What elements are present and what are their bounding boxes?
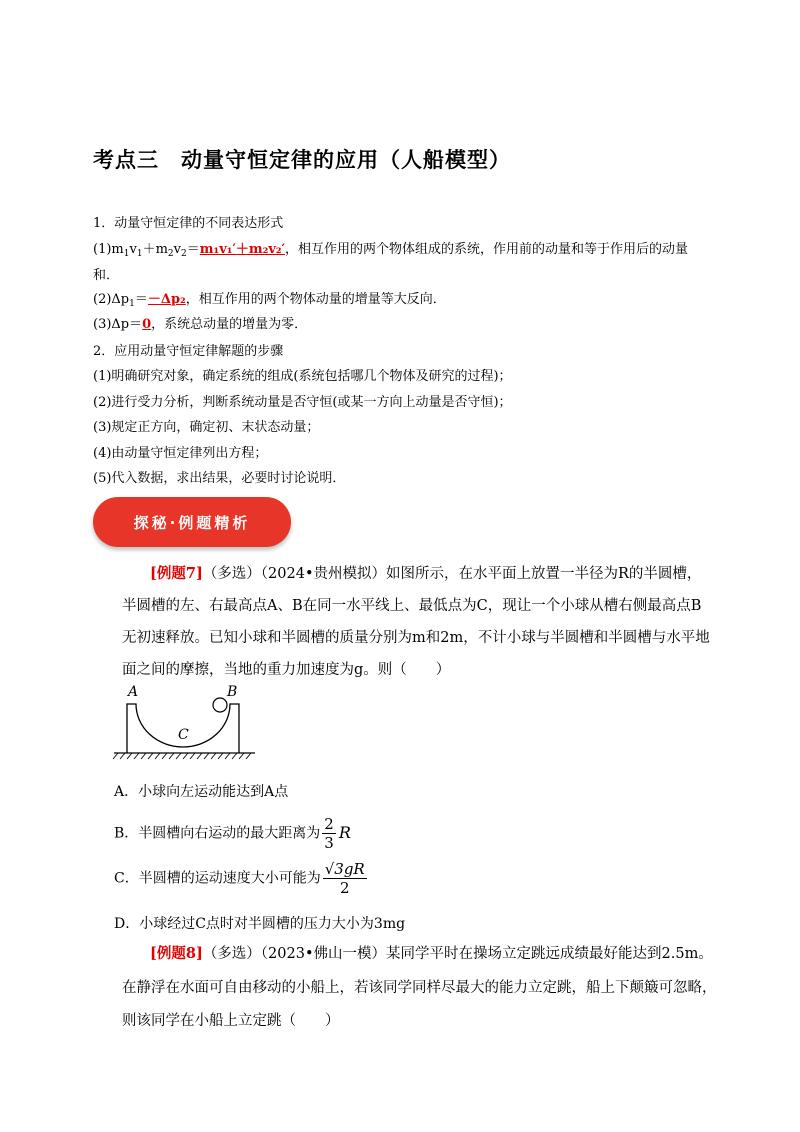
option-a: A．小球向左运动能达到A点: [114, 784, 289, 800]
label-c: C: [178, 727, 189, 743]
label-a: A: [128, 684, 139, 700]
formula-2: $(2)\Delta p_1=-\Delta p_2$，相互作用的两个物体动量的增量等大反向．: [93, 292, 446, 309]
formula-1-answer: m₁v₁′＋m₂v₂′: [199, 242, 285, 257]
example8-line2: 在静浮在水面可自由移动的小船上，若该同学同样尽最大的能力立定跳，船上下颠簸可忽略，: [122, 980, 717, 996]
option-b: B．半圆槽向右运动的最大距离为 $\frac{2}{3}$ R: [114, 815, 351, 852]
example7-tag: [例题7]: [150, 565, 203, 582]
formula-3: (3)Δp＝0，系统总动量的增量为零．: [93, 317, 308, 332]
page-title: 考点三 动量守恒定律的应用（人船模型）: [93, 148, 511, 172]
example8-tag: [例题8]: [150, 945, 203, 962]
formula-1-continued: 和．: [93, 268, 120, 283]
formula-3-answer: 0: [142, 317, 152, 332]
option-d: D．小球经过C点时对半圆槽的压力大小为3mg: [114, 916, 406, 932]
step-5: (5)代入数据，求出结果，必要时讨论说明．: [93, 471, 346, 486]
step-4: (4)由动量守恒定律列出方程；: [93, 446, 268, 461]
label-b: B: [227, 684, 238, 700]
step-1: (1)明确研究对象，确定系统的组成(系统包括哪几个物体及研究的过程)；: [93, 369, 512, 384]
section2-heading: 2．应用动量守恒定律解题的步骤: [93, 344, 284, 359]
fraction-two-thirds: $\frac{2}{3}$: [324, 815, 334, 852]
option-c: C．半圆槽的运动速度大小可能为 $\frac{√3gR}{2}$: [114, 860, 365, 897]
example-banner: 探秘·例题精析: [93, 497, 291, 547]
example7-line4: 面之间的摩擦，当地的重力加速度为g。则（ ）: [122, 662, 451, 678]
example8-line1: [例题8]（多选）（2023•佛山一模）某同学平时在操场立定跳远成绩最好能达到2.5m。: [150, 945, 713, 962]
fraction-sqrt-3gr: $\frac{√3gR}{2}$: [324, 860, 365, 897]
half-groove-diagram: [112, 682, 257, 760]
formula-1: $(1)m_1v_1+m_2v_2=m_1v_1'+m_2v_2'$，相互作用的两个物体组成的系统，作用前的动量和等于作用后的动量: [93, 242, 689, 259]
step-2: (2)进行受力分析，判断系统动量是否守恒(或某一方向上动量是否守恒)；: [93, 395, 512, 410]
example7-line2: 半圆槽的左、右最高点A、B在同一水平线上、最低点为C，现让一个小球从槽右侧最高点B: [122, 598, 702, 614]
example7-line3: 无初速释放。已知小球和半圆槽的质量分别为m和2m，不计小球与半圆槽和半圆槽与水平地: [122, 630, 710, 646]
example8-line3: 则该同学在小船上立定跳（ ）: [122, 1013, 340, 1029]
formula-2-answer: －Δp₂: [147, 292, 186, 307]
example7-line1: [例题7]（多选）（2024•贵州模拟）如图所示，在水平面上放置一半径为R的半圆槽，: [150, 565, 702, 582]
section1-heading: 1．动量守恒定律的不同表达形式: [93, 216, 284, 231]
step-3: (3)规定正方向，确定初、末状态动量；: [93, 420, 320, 435]
